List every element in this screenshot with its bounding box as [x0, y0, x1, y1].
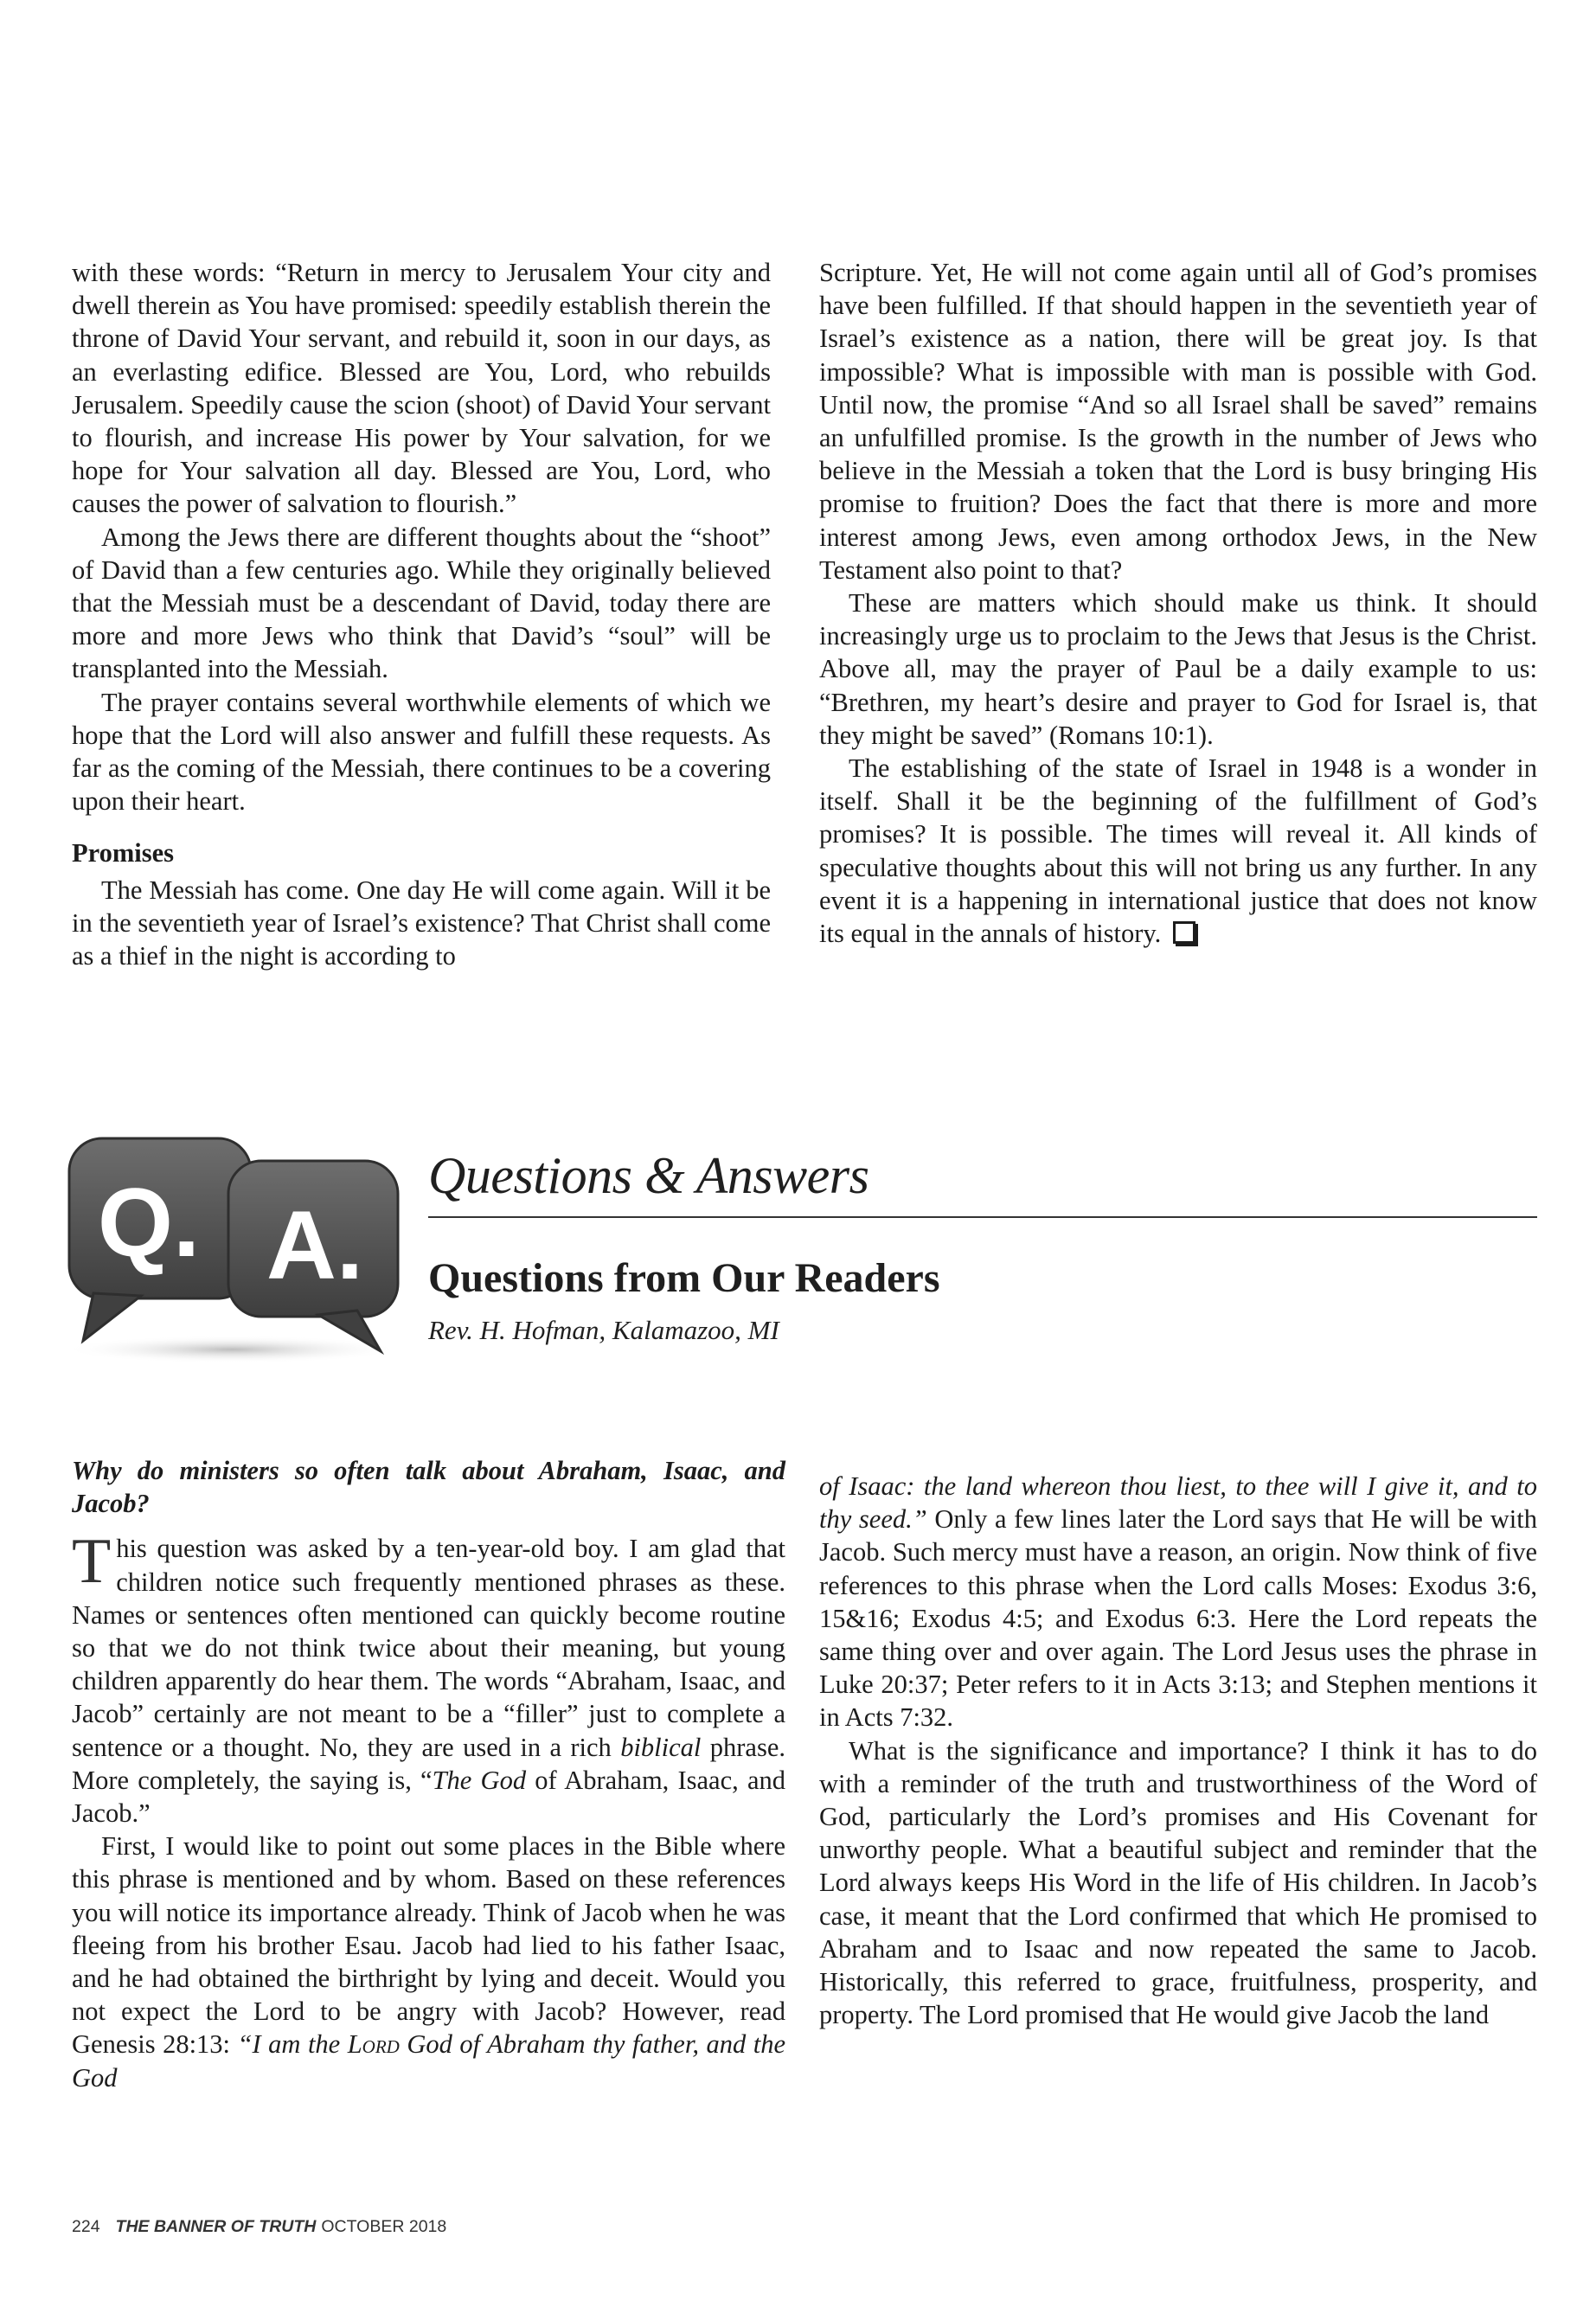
- article-paragraph: Scripture. Yet, He will not come again until all of God’s promises have been fulfilled. If that should happen in the seventieth year of Israel’s existence as a nation, there will be great joy. Is that impossible? What is impossible with man is possible with God. Until now, the promise “And so all Israel shall be saved” remains an unfulfilled promise. Is the growth in the number of Jews who believe in the Messiah a token that the Lord is busy bringing His promise to fruition? Does the fact that there is more and more interest among Jews, even among orthodox Jews, in the New Testament also point to that?: [819, 258, 1537, 585]
- column-title: Questions from Our Readers: [428, 1255, 940, 1301]
- section-title: Questions & Answers: [428, 1147, 869, 1204]
- answer-text: First, I would like to point out some places in the Bible where this phrase is mentioned and by whom. Based on these references you will notice its importance already. Think of Jacob when he was fleeing from his brother Esau. Jacob had lied to his father Isaac, and he had obtained the birthright by lying and deceit. Would you not expect the Lord to be angry with Jacob? However, read Genesis 28:13:: [72, 1831, 785, 2060]
- answer-paragraph: [819, 1470, 1537, 1734]
- answer-text: his question was asked by a ten-year-old boy. I am glad that children notice such frequently mentioned phrases as these. Names or sentences often mentioned can quickly become routine so that we do not think twice about their meaning, but young children apparently do hear them. The words “Abraham, Isaac, and Jacob” certainly are not meant to be a “filler” just to complete a sentence or a thought. No, they are used in a rich: [72, 1534, 785, 1762]
- drop-cap: T: [72, 1526, 112, 1598]
- page-number: 224: [72, 2217, 100, 2236]
- q-letter: Q.: [97, 1169, 201, 1277]
- answer-paragraph: [72, 1526, 785, 1830]
- qa-left-column: [72, 1454, 785, 2094]
- qa-right-column: [819, 1470, 1537, 2031]
- bubble-shadow: [63, 1336, 401, 1363]
- quote-text: God of Abraham thy father, and the God: [72, 2029, 785, 2093]
- answer-paragraph: What is the significance and importance? I think it has to do with a reminder of the truth and trustworthiness of the Word of God, particularly the Lord’s promises and His Covenant for unworthy people. What a beautiful subject and reminder that the Lord always keeps His Word in the life of His children. In Jacob’s case, it meant that the Lord confirmed that which He promised to Abraham and to Isaac and now repeated the same to Jacob. Historically, this referred to grace, fruitfulness, prosperity, and property. The Lord promised that He would give Jacob the land: [819, 1735, 1537, 2030]
- end-of-article-icon: [1173, 921, 1195, 944]
- title-divider: [428, 1216, 1537, 1218]
- answer-text: phrase. More completely, the saying is, “: [72, 1732, 785, 1795]
- small-caps-lord: Lord: [347, 2029, 400, 2060]
- article-right-column: [819, 256, 1537, 950]
- article-final-text: The establishing of the state of Israel in 1948 is a wonder in itself. Shall it be the beginning of the fulfillment of God’s promises? It is possible. The times will reveal it. All kinds of speculative thoughts about this will not bring us any further. In any event it is a happening in international justice that does not know its equal in the annals of history.: [819, 753, 1537, 949]
- emphasis-text: biblical: [620, 1732, 702, 1762]
- publication-name: THE BANNER OF TRUTH: [115, 2217, 317, 2236]
- article-left-column: [72, 256, 771, 972]
- quote-text: “I am the: [237, 2029, 348, 2060]
- answer-text: of Abraham, Isaac, and Jacob.”: [72, 1765, 785, 1829]
- article-paragraph: with these words: “Return in mercy to Jerusalem Your city and dwell therein as You have promised: speedily establish therein the throne of David Your servant, and rebuild it, soon in our days, as an everlasting edifice. Blessed are You, Lord, who rebuilds Jerusalem. Speedily cause the scion (shoot) of David Your servant to flourish, and increase His power by Your salvation, for we hope for Your salvation all day. Blessed are You, Lord, who causes the power of salvation to flourish.”: [72, 258, 771, 519]
- answer-text: Only a few lines later the Lord says that He will be with Jacob. Such mercy must have a reason, an origin. Now think of five references to this phrase when the Lord calls Moses: Exodus 3:6, 15&16; Exodus 4:5; and Exodus 6:3. Here the Lord repeats the same thing over and over again. The Lord Jesus uses the phrase in Luke 20:37; Peter refers to it in Acts 3:13; and Stephen mentions it in Acts 7:32.: [819, 1504, 1538, 1733]
- emphasis-text: The God: [432, 1765, 527, 1795]
- article-paragraph: The Messiah has come. One day He will come again. Will it be in the seventieth year of Israel’s existence? That Christ shall come as a thief in the night is according to: [72, 875, 771, 971]
- issue-date: OCTOBER 2018: [321, 2217, 447, 2236]
- page-footer: [72, 2217, 446, 2237]
- a-bubble: [228, 1161, 398, 1351]
- article-paragraph: These are matters which should make us think. It should increasingly urge us to proclaim to the Jews that Jesus is the Christ. Above all, may the prayer of Paul be a daily example to us: “Brethren, my heart’s desire and prayer to God for Israel is, that they might be saved” (Romans 10:1).: [819, 588, 1537, 750]
- section-heading-promises: Promises: [72, 838, 175, 868]
- article-paragraph: The prayer contains several worthwhile elements of which we hope that the Lord will also answer and fulfill these requests. As far as the coming of the Messiah, there continues to be a covering upon their heart.: [72, 687, 771, 817]
- author-byline: Rev. H. Hofman, Kalamazoo, MI: [428, 1315, 779, 1345]
- a-letter: A.: [266, 1191, 363, 1299]
- article-paragraph: Among the Jews there are different thoughts about the “shoot” of David than a few centuries ago. While they originally believed that the Messiah must be a descendant of David, today there are more and more Jews who think that David’s “soul” will be transplanted into the Messiah.: [72, 522, 771, 684]
- scripture-quote: of Isaac: the land whereon thou liest, to thee will I give it, and to thy seed.”: [819, 1471, 1537, 1535]
- qa-speech-bubbles-icon: [59, 1133, 405, 1367]
- q-bubble: [69, 1138, 251, 1341]
- answer-paragraph: [72, 1830, 785, 2094]
- article-paragraph-final: [819, 752, 1537, 950]
- reader-question: Why do ministers so often talk about Abraham, Isaac, and Jacob?: [72, 1456, 785, 1519]
